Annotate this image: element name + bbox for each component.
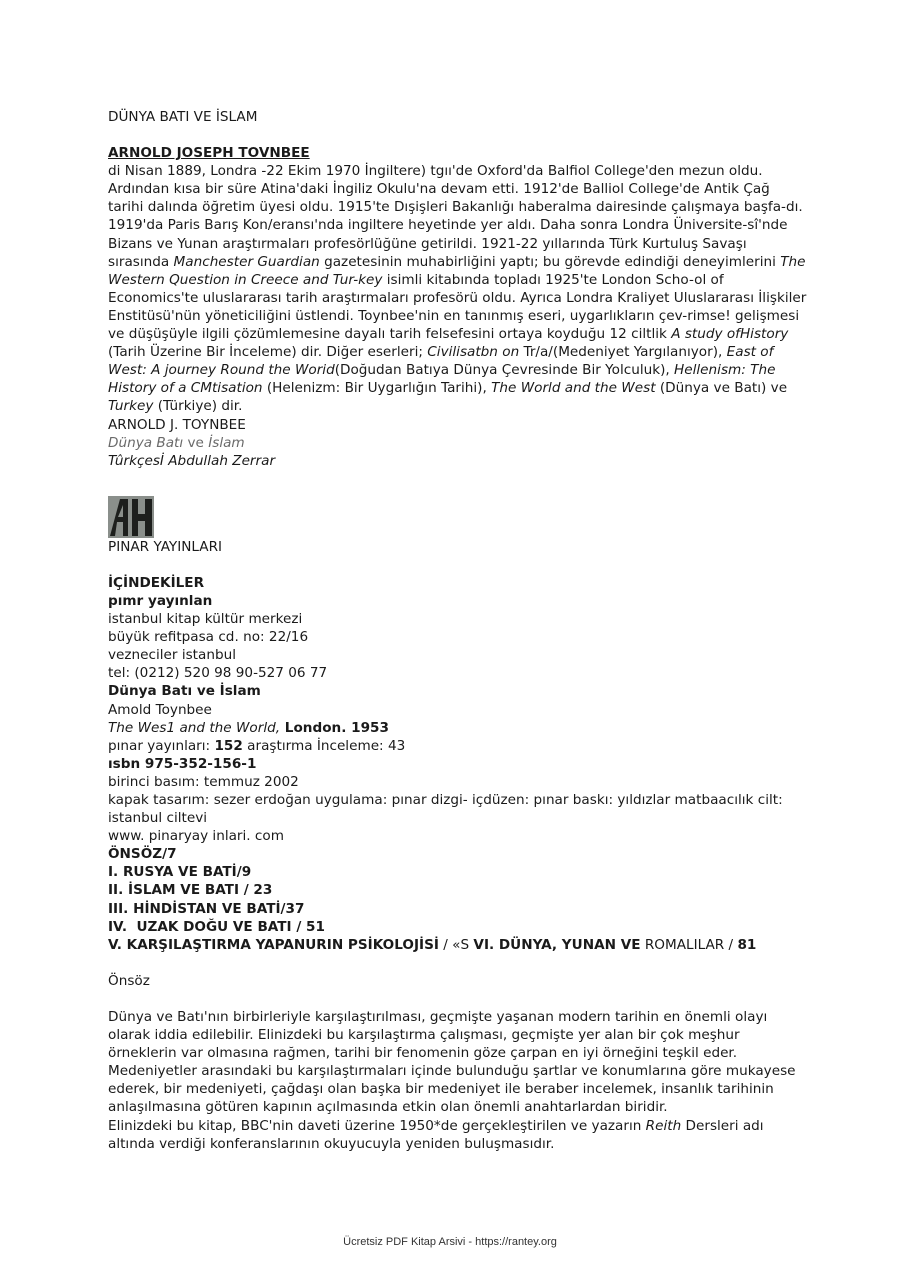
imprint-address-line: büyük refitpasa cd. no: 22/16: [108, 629, 309, 646]
credit-author: ARNOLD J. TOYNBEE: [108, 416, 246, 433]
publisher-name: PINAR YAYINLARI: [108, 538, 223, 555]
toc-entry-combined: [108, 936, 808, 954]
translator: Tûrkçesİ Abdullah Zerrar: [108, 452, 276, 469]
text-run: VI. DÜNYA, YUNAN VE: [473, 936, 641, 953]
text-run: East of West: A journey Round the Worid: [108, 344, 774, 379]
text-run: 81: [737, 936, 757, 953]
imprint-original-title: [108, 719, 808, 737]
imprint-publisher: pımr yayınlan: [108, 592, 213, 609]
preface-heading: Önsöz: [108, 972, 150, 989]
text-run: gazetesinin muhabirliğini yaptı; bu görevde edindiği deneyimlerini: [319, 253, 781, 270]
text-run: di Nisan 1889, Londra -22 Ekim 1970 İngiltere) tgıı'de Oxford'da Balfiol College'den mezun oldu. Ardından kısa bir süre Atina'daki İngiliz Okulu'na devam etti. 1912'de Balliol College'de Antik Çağ tarihi dalında öğretim üyesi oldu. 1915'te Dışişleri Bakanlığı haberalma dairesinde çalışmaya başfa-dı. 1919'da Paris Barış Kon/eransı'nda ingiltere heyetinde yer aldı. Daha sonra Londra Üniversite-sî'nde Bizans ve Yunan araştırmaları profesörlüğüne getirildi. 1921-22 yıllarında Türk Kurtuluş Savaşı sırasında: [108, 163, 803, 270]
series-category: araştırma İnceleme: 43: [242, 737, 406, 754]
toc-entry: II. İSLAM VE BATI / 23: [108, 882, 273, 899]
page-footer: Ücretsiz PDF Kitap Arsivi - https://rantey.org: [343, 1236, 557, 1248]
credit-title-part: ve: [183, 434, 209, 451]
text-run: / «S: [438, 936, 474, 953]
original-title-text: The Wes1 and the World,: [108, 719, 281, 736]
imprint-address-line: vezneciler istanbul: [108, 647, 236, 664]
author-heading: ARNOLD JOSEPH TOVNBEE: [108, 145, 310, 162]
imprint-production: kapak tasarım: sezer erdoğan uygulama: pınar dizgi- içdüzen: pınar baskı: yıldızlar matbaacılık cilt: istanbul ciltevi: [108, 792, 783, 827]
text-run: The Western Question in Creece and Tur-key: [108, 253, 806, 288]
imprint-isbn: ısbn 975-352-156-1: [108, 755, 257, 772]
imprint-author: Amold Toynbee: [108, 701, 212, 718]
text-run: (Dünya ve Batı) ve: [655, 380, 788, 397]
text-run: Hellenism: The History of a CMtisation: [108, 362, 776, 397]
text-run: A study ofHistory: [671, 326, 789, 343]
author-biography: [108, 162, 808, 415]
text-run: Tr/a/(Medeniyet Yargılanıyor),: [519, 344, 727, 361]
credit-title: [108, 434, 808, 452]
toc-entry: I. RUSYA VE BATİ/9: [108, 864, 252, 881]
original-place-year: London. 1953: [280, 719, 389, 736]
pinar-publisher-logo-icon: [108, 496, 154, 538]
credit-title-part: İslam: [208, 434, 245, 451]
text-run: (Helenizm: Bir Uygarlığın Tarihi),: [262, 380, 492, 397]
text-run: The World and the West: [491, 380, 656, 397]
text-run: ROMALILAR /: [640, 936, 738, 953]
preface-paragraph: [108, 1117, 808, 1153]
text-run: isimli kitabında topladı 1925'te London Scho-ol of Economics'te uluslararası tarih araştırmaları profesörü oldu. Ayrıca Londra Kraliyet Uluslararası İlişkiler Enstitüsü'nün yöneticiliğini üstlendi. Toynbee'nin en tanınmış eseri, uygarlıkların çev-rimse! gelişmesi ve düşüşüyle ilgili çözümlemesine dayalı tarih felsefesini ortaya koyduğu 12 ciltlik: [108, 271, 807, 343]
imprint-address-line: istanbul kitap kültür merkezi: [108, 611, 303, 628]
text-run: (Doğudan Batıya Dünya Çevresinde Bir Yolculuk),: [334, 362, 675, 379]
text-run: Turkey: [108, 398, 154, 415]
preface-paragraph: Dünya ve Batı'nın birbirleriyle karşılaştırılması, geçmişte yaşanan modern tarihin en önemli olayı olarak iddia edilebilir. Elinizdeki bu karşılaştırma çalışması, geçmişte yer alan bir çok meşhur örneklerin var olmasına rağmen, tarihi bir fenomenin göze çarpan en iyi örneğini teşkil eder. Medeniyetler arasındaki bu karşılaştırmaları içinde bulunduğu şartlar ve konumlarına göre mukayese ederek, bir medeniyeti, çağdaşı olan başka bir medeniyet ile beraber incelemek, insanlık tarihinin anlaşılmasına götüren kapının açılmasında etkin olan önemli anahtarlardan biridir.: [108, 1008, 796, 1116]
imprint-book-title: Dünya Batı ve İslam: [108, 683, 261, 700]
text-run: Dersleri adı altında verdiği konferanslarının okuyucuyla yeniden buluşmasıdır.: [108, 1117, 764, 1152]
imprint-phone: tel: (0212) 520 98 90-527 06 77: [108, 665, 328, 682]
contents-heading: İÇİNDEKİLER: [108, 574, 205, 591]
toc-entry: III. HİNDİSTAN VE BATİ/37: [108, 900, 305, 917]
imprint-series: [108, 737, 808, 755]
text-run: Manchester Guardian: [173, 253, 320, 270]
text-run: Elinizdeki bu kitap, BBC'nin daveti üzerine 1950*de gerçekleştirilen ve yazarın: [108, 1117, 646, 1134]
imprint-edition: birinci basım: temmuz 2002: [108, 773, 299, 790]
text-run: (Tarih Üzerine Bir İnceleme) dir. Diğer eserleri;: [108, 344, 428, 361]
text-run: V. KARŞILAŞTIRMA YAPANURIN PSİKOLOJİSİ: [108, 936, 439, 953]
text-run: (Türkiye) dir.: [153, 398, 243, 415]
series-label: pınar yayınları:: [108, 737, 215, 754]
text-run: Civilisatbn on: [427, 344, 520, 361]
credit-title-part: Dünya Batı: [108, 434, 184, 451]
toc-entry: ÖNSÖZ/7: [108, 846, 177, 863]
document-page: [108, 108, 808, 1153]
text-run: Reith: [645, 1117, 682, 1134]
toc-entry: IV. UZAK DOĞU VE BATI / 51: [108, 918, 325, 935]
imprint-website: www. pinaryay inlari. com: [108, 828, 284, 845]
series-number: 152: [214, 737, 243, 754]
document-title: DÜNYA BATI VE İSLAM: [108, 109, 258, 125]
